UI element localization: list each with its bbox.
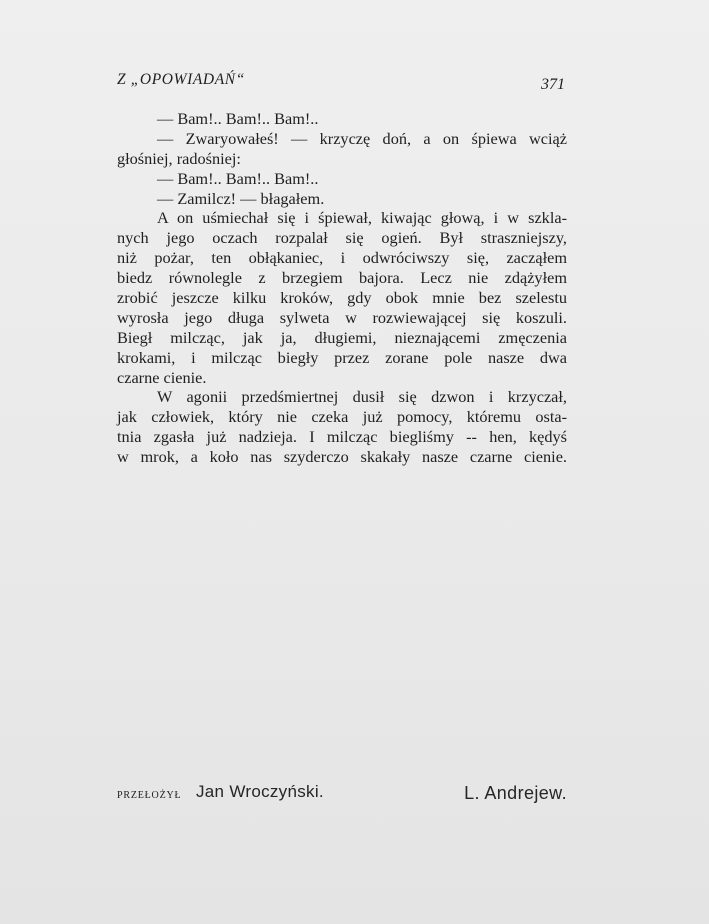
text-line: czarne cienie. xyxy=(117,367,207,387)
text-line: wyrosła jego długa sylweta w rozwiewającej się koszuli. xyxy=(117,307,567,327)
text-line: A on uśmiechał się i śpiewał, kiwając głową, i w szkla- xyxy=(157,208,567,228)
text-line: niż pożar, ten obłąkaniec, i odwróciwszy się, zacząłem xyxy=(117,248,567,268)
text-line: — Zamilcz! — błagałem. xyxy=(157,188,325,208)
translator-name: Jan Wroczyński. xyxy=(196,782,324,801)
running-title: Z „OPOWIADAŃ“ xyxy=(117,71,245,88)
body-text xyxy=(117,109,567,467)
text-line: tnia zgasła już nadzieja. I milcząc biegliśmy -- hen, kędyś xyxy=(117,427,567,447)
page-number: 371 xyxy=(541,76,565,93)
signature-footer xyxy=(117,781,567,811)
text-line: nych jego oczach rozpalał się ogień. Był straszniejszy, xyxy=(117,228,567,248)
text-line: zrobić jeszcze kilku kroków, gdy obok mnie bez szelestu xyxy=(117,288,567,308)
text-line: jak człowiek, który nie czeka już pomocy, któremu osta- xyxy=(117,407,567,427)
text-line: — Zwaryowałeś! — krzyczę doń, a on śpiewa wciąż xyxy=(157,128,567,148)
text-line: biedz równolegle z brzegiem bajora. Lecz nie zdążyłem xyxy=(117,268,567,288)
text-line: — Bam!.. Bam!.. Bam!.. xyxy=(157,109,319,128)
text-line: — Bam!.. Bam!.. Bam!.. xyxy=(157,168,319,188)
text-line: W agonii przedśmiertnej dusił się dzwon i krzyczał, xyxy=(157,387,567,407)
text-line: Biegł milcząc, jak ja, długiemi, nieznającemi zmęczenia xyxy=(117,327,567,347)
author-name: L. Andrejew. xyxy=(464,783,567,803)
translator-label: PRZEŁOŻYŁ xyxy=(117,790,182,801)
text-line: głośniej, radośniej: xyxy=(117,148,241,168)
text-line: w mrok, a koło nas szyderczo skakały nasze czarne cienie. xyxy=(117,447,567,467)
text-line: krokami, i milcząc biegły przez zorane pole nasze dwa xyxy=(117,347,567,367)
